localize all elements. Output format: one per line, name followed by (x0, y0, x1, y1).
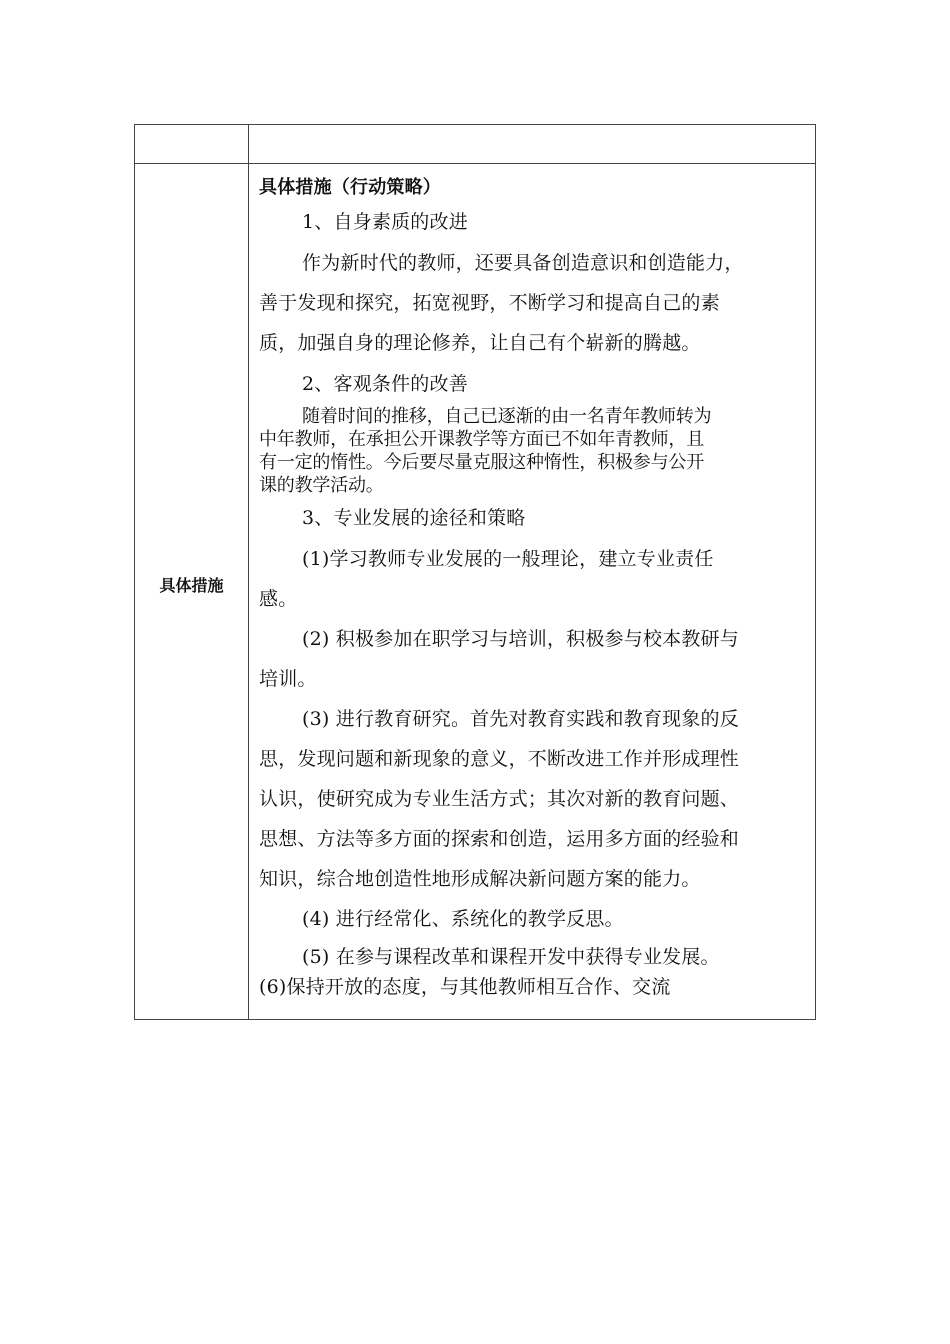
section-3-line: 培训。 (259, 668, 317, 690)
section-3-line: (4) 进行经常化、系统化的教学反思。 (302, 908, 624, 930)
cell-heading: 具体措施（行动策略） (259, 177, 441, 198)
column-divider (248, 125, 249, 1019)
section-1-line: 善于发现和探究，拓宽视野，不断学习和提高自己的素 (259, 292, 720, 314)
section-3-line: 认识，使研究成为专业生活方式；其次对新的教育问题、 (259, 788, 740, 810)
section-3-title: 3、专业发展的途径和策略 (302, 507, 526, 529)
section-3-line: 思，发现问题和新现象的意义，不断改进工作并形成理性 (259, 748, 740, 770)
section-2-line: 课的教学活动。 (259, 475, 384, 496)
section-3-line: (6)保持开放的态度，与其他教师相互合作、交流 (259, 976, 671, 998)
row-label: 具体措施 (159, 576, 224, 595)
section-3-line: 思想、方法等多方面的探索和创造，运用多方面的经验和 (259, 828, 740, 850)
section-2-line: 中年教师，在承担公开课教学等方面已不如年青教师，且 (259, 429, 704, 450)
section-3-line: (1)学习教师专业发展的一般理论，建立专业责任 (302, 548, 714, 570)
section-1-line: 作为新时代的教师，还要具备创造意识和创造能力， (302, 252, 744, 274)
section-2-line: 有一定的惰性。今后要尽量克服这种惰性，积极参与公开 (259, 452, 704, 473)
section-1-title: 1、自身素质的改进 (302, 211, 468, 233)
measures-cell (259, 175, 809, 999)
section-3-line: (3) 进行教育研究。首先对教育实践和教育现象的反 (302, 708, 739, 730)
section-2-line: 随着时间的推移，自己已逐渐的由一名青年教师转为 (302, 406, 712, 427)
row-divider (135, 163, 815, 164)
section-3-line: 感。 (259, 588, 298, 610)
section-3-line: (2) 积极参加在职学习与培训，积极参与校本教研与 (302, 628, 739, 650)
plan-table (134, 124, 816, 1020)
section-3-line: 知识，综合地创造性地形成解决新问题方案的能力。 (259, 868, 701, 890)
section-1-line: 质，加强自身的理论修养，让自己有个崭新的腾越。 (259, 332, 701, 354)
section-3-line: (5) 在参与课程改革和课程开发中获得专业发展。 (302, 946, 720, 968)
section-2-title: 2、客观条件的改善 (302, 373, 468, 395)
